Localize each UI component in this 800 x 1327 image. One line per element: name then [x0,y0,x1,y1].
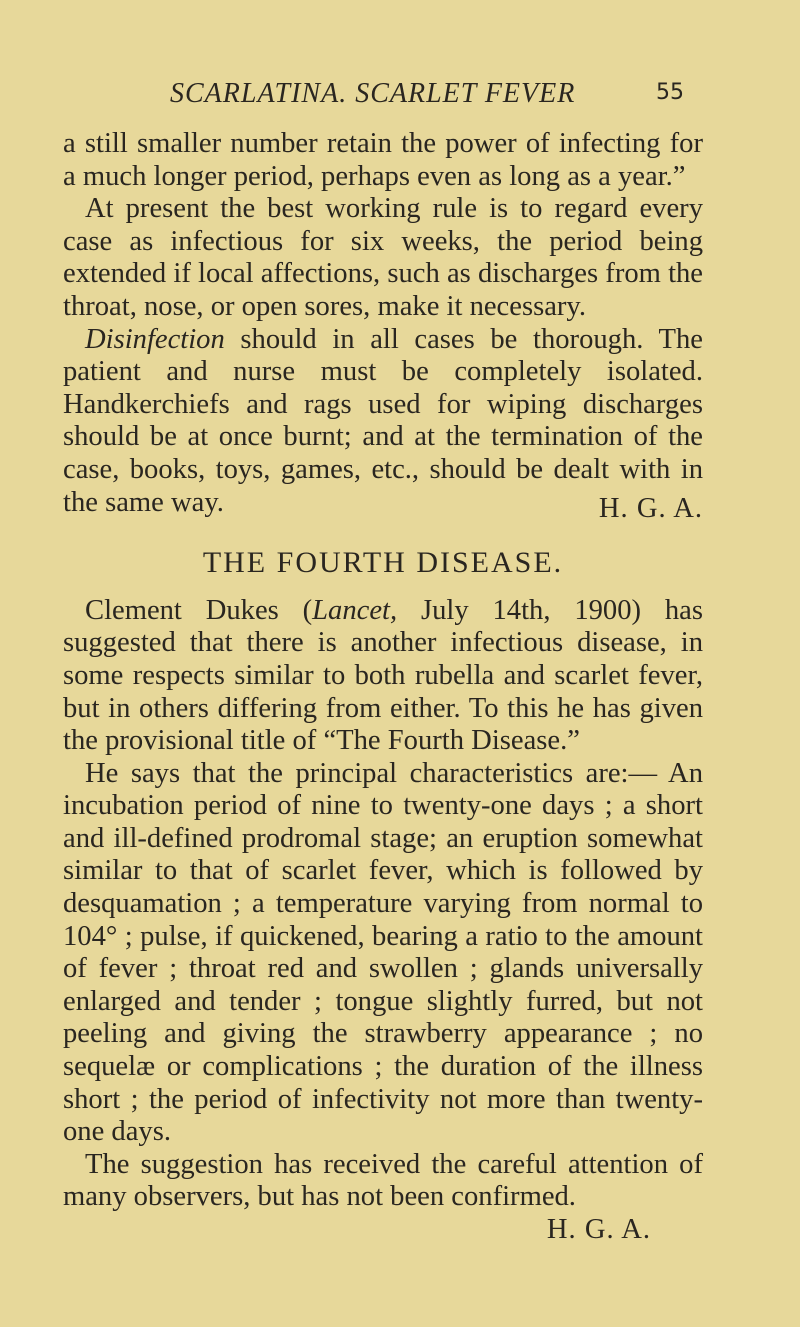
running-title: SCARLATINA. SCARLET FEVER [170,78,576,109]
body-text [63,128,703,1247]
paragraph-characteristics: He says that the principal characteristics are:— An incubation period of nine to twenty-one days ; a short and ill-defined prodromal stage; an eruption somewhat similar to that of scarlet fever, which is followed by desquamation ; a temperature varying from normal to 104° ; pulse, if quickened, bearing a ratio to the amount of fever ; throat red and swollen ; glands universally enlarged and tender ; tongue slightly furred, but not peeling and giving the strawberry appearance ; no sequelæ or complications ; the duration of the illness short ; the period of infectivity not more than twenty-one days. [63,757,703,1148]
disinfection-term: Disinfection [85,323,225,355]
author-signature: H. G. A. [598,492,703,524]
paragraph-suggestion: The suggestion has received the careful attention of many observers, but has not been confirmed. [63,1148,703,1213]
paragraph-dukes [63,595,703,758]
page-number: 55 [656,80,684,105]
dukes-text-start: Clement Dukes ( [85,594,313,626]
section-heading: THE FOURTH DISEASE. [202,546,564,580]
dukes-text-rest: July 14th, 1900) has suggested that there is another infectious disease, in some respects similar to both rubella and scarlet fever, but in others differing from either. To this he has given the provisional title of “The Fourth Disease.” [63,594,703,757]
lancet-reference: Lancet, [312,594,398,626]
disinfection-text: should in all cases be thorough. The patient and nurse must be completely isolated. Handkerchiefs and rags used for wiping discharges should be at once burnt; and at the termination of the case, books, toys, games, etc., should be dealt with in the same way. [63,323,703,518]
paragraph-continuation: a still smaller number retain the power of infecting for a much longer period, perhaps even as long as a year.” [63,128,703,192]
paragraph-working-rule: At present the best working rule is to regard every case as infectious for six weeks, the period being extended if local affections, such as discharges from the throat, nose, or open sores, make it necessary. [63,193,703,322]
paragraph-disinfection [63,323,703,524]
running-head [0,78,800,118]
author-signature-final: H. G. A. [546,1214,651,1245]
